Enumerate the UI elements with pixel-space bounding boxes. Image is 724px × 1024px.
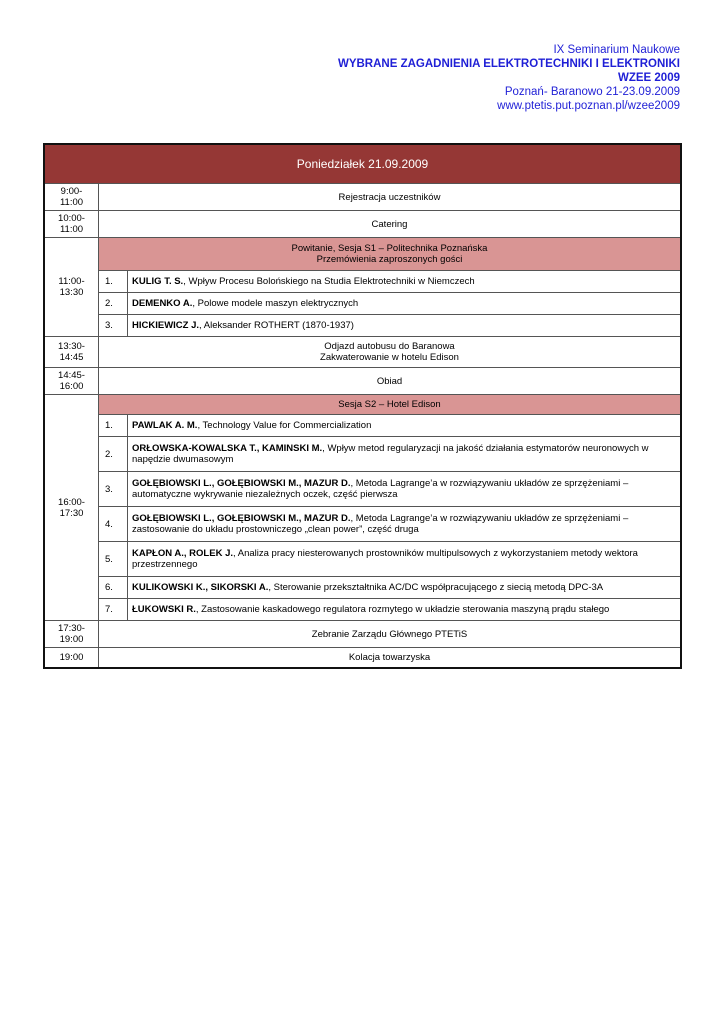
talk-row xyxy=(44,577,681,599)
talk-row xyxy=(44,437,681,472)
session-s2-row xyxy=(44,395,681,415)
time-label: 19:00 xyxy=(59,652,84,663)
talk-authors: KULIKOWSKI K., SIKORSKI A. xyxy=(132,582,269,593)
talk-authors: HICKIEWICZ J. xyxy=(132,320,200,331)
talk-row xyxy=(44,507,681,542)
seminar-place-date: Poznań- Baranowo 21-23.09.2009 xyxy=(504,86,680,98)
talk-authors: KAPŁON A., ROLEK J. xyxy=(132,548,233,559)
time-label: 11:00- 13:30 xyxy=(58,276,85,298)
talk-title: , Metoda Lagrange’a w rozwiązywaniu układów ze sprzężeniami – automatyczne wykrywanie niezależnych oczek, część pierwsza xyxy=(132,478,629,500)
time-label: 9:00- 11:00 xyxy=(59,186,84,208)
time-cell xyxy=(44,621,99,648)
talk-title: , Metoda Lagrange’a w rozwiązywaniu układów ze sprzężeniami – zastosowanie do układu prostowniczego „clean power”, część druga xyxy=(132,513,629,535)
day-header-row xyxy=(44,144,681,184)
talk-number: 4. xyxy=(99,507,128,542)
talk-authors: DEMENKO A. xyxy=(132,298,193,309)
talk-authors: GOŁĘBIOWSKI L., GOŁĘBIOWSKI M., MAZUR D. xyxy=(132,513,351,524)
talk-authors: PAWLAK A. M. xyxy=(132,420,198,431)
session-subtitle: Przemówienia zaproszonych gości xyxy=(316,254,463,265)
time-label: 16:00- 17:30 xyxy=(58,496,85,519)
talk-number: 3. xyxy=(99,472,128,507)
talk-title: , Aleksander ROTHERT (1870-1937) xyxy=(199,320,354,331)
talk-row xyxy=(44,415,681,437)
seminar-name: IX Seminarium Naukowe xyxy=(553,44,680,56)
talk-authors: GOŁĘBIOWSKI L., GOŁĘBIOWSKI M., MAZUR D. xyxy=(132,478,351,489)
time-cell xyxy=(44,395,99,621)
talk-title: , Polowe modele maszyn elektrycznych xyxy=(192,298,359,309)
talk-cell xyxy=(128,577,682,599)
talk-row xyxy=(44,599,681,621)
schedule-table xyxy=(43,143,682,669)
talk-cell xyxy=(128,437,682,472)
time-cell xyxy=(44,184,99,211)
talk-number: 2. xyxy=(99,437,128,472)
table-row xyxy=(44,211,681,238)
event-cell: Rejestracja uczestników xyxy=(99,184,682,211)
talk-title: , Wpływ Procesu Bolońskiego na Studia Elektrotechniki w Niemczech xyxy=(183,276,475,287)
talk-number: 1. xyxy=(99,271,128,293)
time-label: 13:30- 14:45 xyxy=(58,341,85,363)
talk-cell xyxy=(128,315,682,337)
talk-authors: ORŁOWSKA-KOWALSKA T., KAMINSKI M. xyxy=(132,443,323,454)
seminar-header xyxy=(338,43,680,113)
seminar-acronym: WZEE 2009 xyxy=(618,72,680,84)
event-cell: Kolacja towarzyska xyxy=(99,648,682,669)
time-cell xyxy=(44,337,99,368)
talk-authors: KULIG T. S. xyxy=(132,276,184,287)
time-cell xyxy=(44,648,99,669)
event-cell xyxy=(99,337,682,368)
event-cell: Obiad xyxy=(99,368,682,395)
talk-cell xyxy=(128,542,682,577)
talk-number: 1. xyxy=(99,415,128,437)
session-title: Powitanie, Sesja S1 – Politechnika Poznańska xyxy=(291,243,488,254)
talk-title: , Technology Value for Commercialization xyxy=(197,420,372,431)
talk-cell xyxy=(128,472,682,507)
table-row xyxy=(44,337,681,368)
day-title: Poniedziałek 21.09.2009 xyxy=(44,144,681,184)
talk-cell xyxy=(128,599,682,621)
table-row xyxy=(44,648,681,669)
event-line: Odjazd autobusu do Baranowa xyxy=(324,341,455,352)
talk-number: 5. xyxy=(99,542,128,577)
table-row xyxy=(44,184,681,211)
time-label: 17:30- 19:00 xyxy=(58,623,85,645)
talk-number: 7. xyxy=(99,599,128,621)
talk-row xyxy=(44,271,681,293)
talk-row xyxy=(44,293,681,315)
event-cell: Zebranie Zarządu Głównego PTETiS xyxy=(99,621,682,648)
time-cell xyxy=(44,211,99,238)
talk-row xyxy=(44,472,681,507)
talk-row xyxy=(44,542,681,577)
session-title-cell xyxy=(99,238,682,271)
time-cell xyxy=(44,368,99,395)
seminar-topic: WYBRANE ZAGADNIENIA ELEKTROTECHNIKI I ELEKTRONIKI xyxy=(337,58,680,70)
table-row xyxy=(44,621,681,648)
talk-number: 3. xyxy=(99,315,128,337)
talk-cell xyxy=(128,293,682,315)
talk-authors: ŁUKOWSKI R. xyxy=(132,604,196,615)
talk-number: 2. xyxy=(99,293,128,315)
talk-row xyxy=(44,315,681,337)
talk-cell xyxy=(128,415,682,437)
talk-cell xyxy=(128,271,682,293)
time-label: 10:00- 11:00 xyxy=(58,213,85,235)
seminar-url[interactable]: www.ptetis.put.poznan.pl/wzee2009 xyxy=(497,100,680,112)
talk-title: , Zastosowanie kaskadowego regulatora rozmytego w układzie sterowania maszyną prądu stałego xyxy=(195,604,610,615)
talk-number: 6. xyxy=(99,577,128,599)
time-cell xyxy=(44,238,99,337)
talk-title: , Wpływ metod regularyzacji na jakość działania estymatorów neuronowych w napędzie dwumasowym xyxy=(132,443,649,465)
session-s1-row xyxy=(44,238,681,271)
talk-cell xyxy=(128,507,682,542)
talk-title: , Sterowanie przekształtnika AC/DC współpracującego z siecią metodą DPC-3A xyxy=(268,582,604,593)
talk-title: , Analiza pracy niesterowanych prostowników multipulsowych z wykorzystaniem metody wektora przestrzennego xyxy=(132,548,638,570)
time-label: 14:45- 16:00 xyxy=(58,370,85,392)
table-row xyxy=(44,368,681,395)
event-line: Zakwaterowanie w hotelu Edison xyxy=(320,352,459,363)
session-title-cell: Sesja S2 – Hotel Edison xyxy=(99,395,682,415)
event-cell: Catering xyxy=(99,211,682,238)
